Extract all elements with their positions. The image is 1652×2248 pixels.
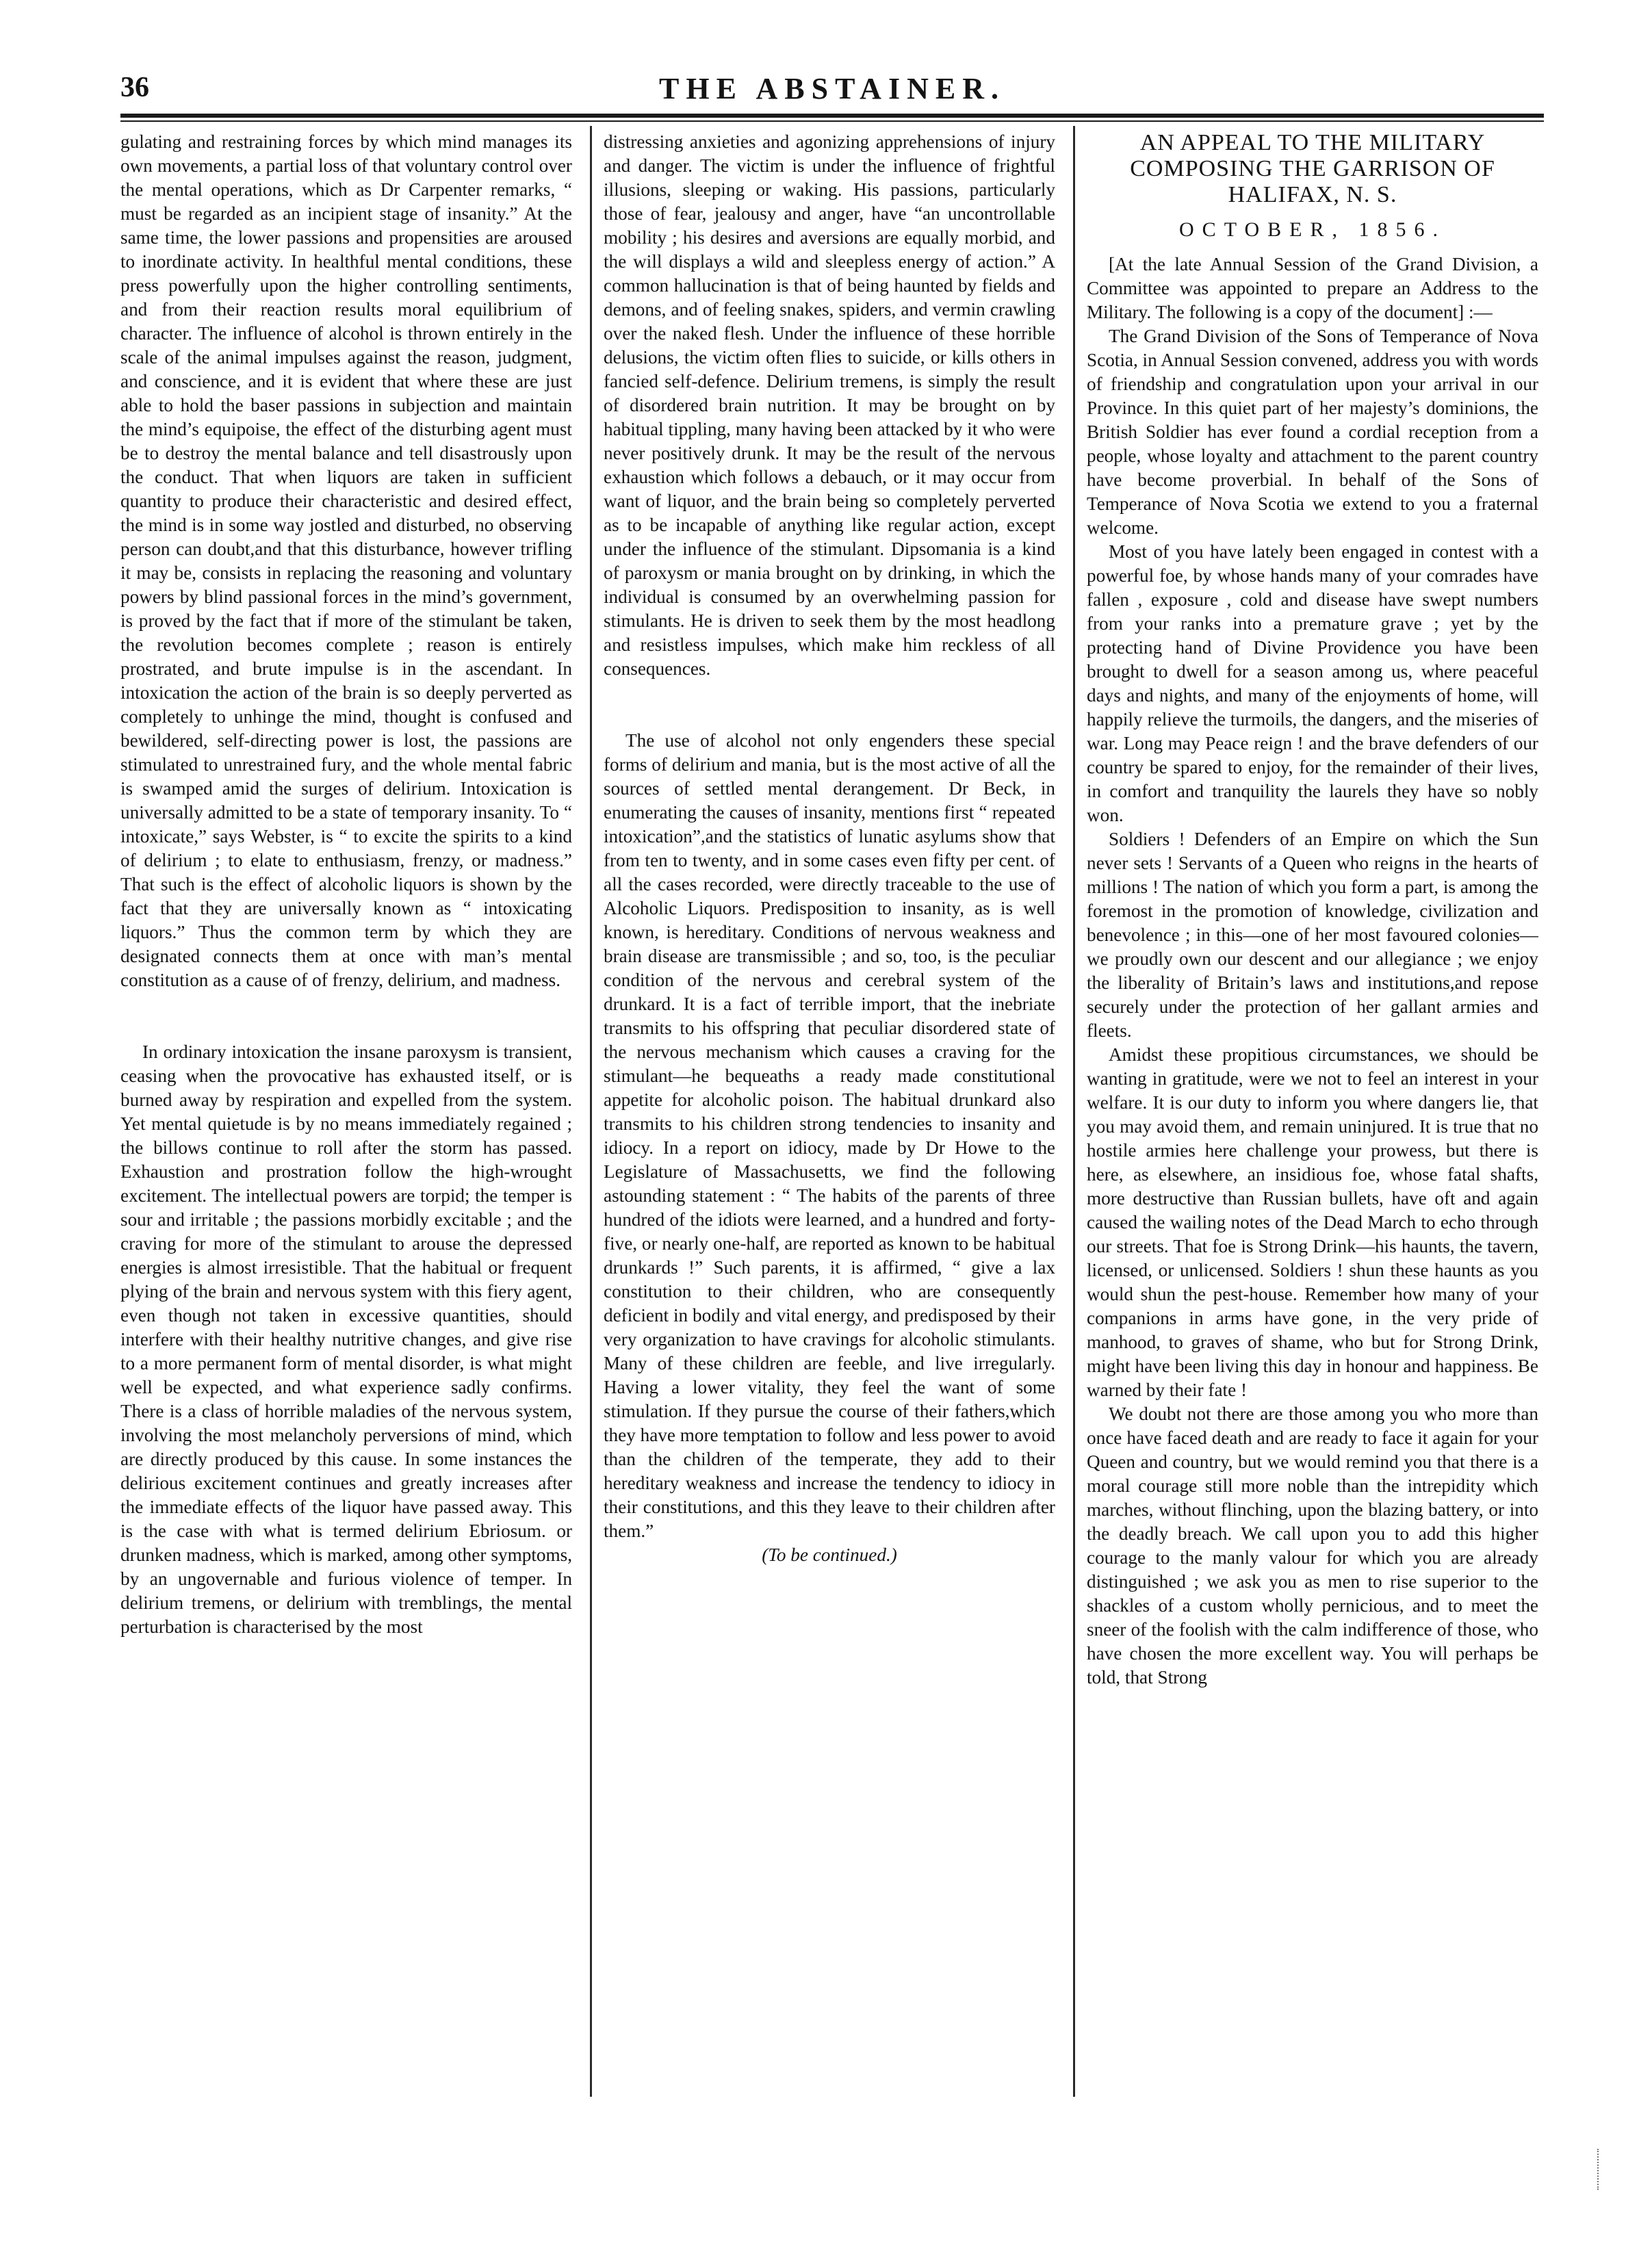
page-number: 36 <box>120 72 149 103</box>
header-rule-thin <box>120 120 1544 122</box>
article-title: AN APPEAL TO THE MILITARY COMPOSING THE GARRISON OF HALIFAX, N. S. <box>1130 130 1495 207</box>
to-be-continued: (To be continued.) <box>762 1545 897 1565</box>
column-divider-left <box>590 126 592 2097</box>
paragraph: gulating and restraining forces by which mind manages its own movements, a partial loss of that voluntary control over the mental operations, which as Dr Carpenter remarks, “ must be regarded as an incipient stage of insanity.” At the same time, the lower passions and propensities are aroused to inordinate activity. In healthful mental conditions, these press powerfully upon the higher controlling sentiments, and from their reaction results moral equilibrium of character. The influence of alcohol is thrown entirely in the scale of the animal impulses against the reason, judgment, and conscience, and it is evident that where these are just able to hold the baser passions in subjection and maintain the mind’s equipoise, the effect of the disturbing agent must be to destroy the mental balance and tell disastrously upon the conduct. That when liquors are taken in sufficient quantity to produce their characteristic and desired effect, the mind is in some way jostled and disturbed, no observing person can doubt,and that this disturbance, however trifling it may be, consists in replacing the reasoning and voluntary powers by blind passional forces in the mind’s government, is proved by the fact that if more of the stimulant be taken, the revolution becomes complete ; reason is entirely prostrated, and brute impulse is in the ascendant. In intoxication the action of the brain is so deeply perverted as completely to unhinge the mind, thought is confused and bewildered, self-directing power is lost, the passions are stimulated to unrestrained fury, and the whole mental fabric is swamped amid the surges of delirium. Intoxication is universally admitted to be a state of temporary insanity. To “ intoxicate,” says Webster, is “ to excite the spirits to a kind of delirium ; to elate to enthusiasm, frenzy, or madness.” That such is the effect of alcoholic liquors is shown by the fact that they are universally known as “ intoxicating liquors.” Thus the common term by which they are designated connects them at once with man’s mental constitution as a cause of of frenzy, delirium, and madness. <box>120 131 572 990</box>
paragraph: Soldiers ! Defenders of an Empire on which the Sun never sets ! Servants of a Queen who reigns in the hearts of millions ! The nation of which you form a part, is among the foremost in the promotion of knowledge, civilization and benevolence ; in this—one of her most favoured colonies—we proudly own our descent and our allegiance ; we enjoy the liberality of Britain’s laws and institutions,and repose securely under the protection of her gallant armies and fleets. <box>1087 829 1538 1041</box>
paragraph: Most of you have lately been engaged in contest with a powerful foe, by whose hands many of your comrades have fallen , exposure , cold and disease have swept numbers from your ranks into a premature grave ; yet by the protecting hand of Divine Providence you have been brought to dwell for a season among us, where peaceful days and nights, and many of the enjoyments of home, will happily relieve the turmoils, the dangers, and the miseries of war. Long may Peace reign ! and the brave defenders of our country be spared to enjoy, for the remainder of their lives, in comfort and tranquility the laurels they have so nobly won. <box>1087 541 1538 825</box>
page-header <box>120 71 1544 112</box>
paragraph: [At the late Annual Session of the Grand Division, a Committee was appointed to prepare an Address to the Military. The following is a copy of the document] :— <box>1087 254 1538 322</box>
paragraph: The Grand Division of the Sons of Temperance of Nova Scotia, in Annual Session convened, address you with words of friendship and congratulation upon your arrival in our Province. In this quiet part of her majesty’s dominions, the British Soldier has ever found a cordial reception from a people, whose loyalty and attachment to the parent country have become proverbial. In behalf of the Sons of Temperance of Nova Scotia we extend to you a fraternal welcome. <box>1087 326 1538 538</box>
article-date: OCTOBER, 1856. <box>1179 218 1446 241</box>
paragraph: In ordinary intoxication the insane paroxysm is transient, ceasing when the provocative has exhausted itself, or is burned away by respiration and expelled from the system. Yet mental quietude is by no means immediately regained ; the billows continue to roll after the storm has passed. Exhaustion and prostration follow the high-wrought excitement. The intellectual powers are torpid; the temper is sour and irritable ; the passions morbidly excitable ; and the craving for more of the stimulant to arouse the depressed energies is almost irresistible. That the habitual or frequent plying of the brain and nervous system with this fiery agent, even though not taken in excessive quantities, should interfere with their healthy nutritive changes, and give rise to a more permanent form of mental disorder, is what might well be expected, and what experience sadly confirms. There is a class of horrible maladies of the nervous system, involving the most melancholy perversions of mind, which are directly produced by this cause. In some instances the delirious excitement continues and greatly increases after the immediate effects of the liquor have passed away. This is the case with what is termed delirium Ebriosum. or drunken madness, which is marked, among other symptoms, by an ungovernable and furious violence of temper. In delirium tremens, or delirium with tremblings, the mental perturbation is characterised by the most <box>120 1042 572 1637</box>
paragraph: We doubt not there are those among you who more than once have faced death and are ready to face it again for your Queen and country, but we would remind you that there is a moral courage still more noble than the intrepidity which marches, without flinching, upon the blazing battery, or into the deadly breach. We call upon you to add this higher courage to the manly valour for which you are already distinguished ; we ask you as men to rise superior to the shackles of a custom wholly pernicious, and to meet the sneer of the foolish with the calm indifference of those, who have chosen the more excellent way. You will perhaps be told, that Strong <box>1087 1404 1538 1688</box>
paragraph: distressing anxieties and agonizing apprehensions of injury and danger. The victim is under the influence of frightful illusions, sleeping or waking. His passions, particularly those of fear, jealousy and anger, have “an uncontrollable mobility ; his desires and aversions are equally morbid, and the will displays a wild and sleepless energy of action.” A common hallucination is that of being haunted by fields and demons, and of feeling snakes, spiders, and vermin crawling over the naked flesh. Under the influence of these horrible delusions, the victim often flies to suicide, or kills others in fancied self-defence. Delirium tremens, is simply the result of disordered brain nutrition. It may be brought on by habitual tippling, many having been attacked by it who were never positively drunk. It may be the result of the nervous exhaustion which follows a debauch, or it may occur from want of liquor, and the brain being so completely perverted as to be incapable of anything like regular action, except under the influence of the stimulant. Dipsomania is a kind of paroxysm or mania brought on by drinking, in which the individual is consumed by an overwhelming passion for stimulants. He is driven to seek them by the most headlong and resistless impulses, which make him reckless of all consequences. <box>604 131 1055 679</box>
column-left <box>120 130 572 2101</box>
header-rule-thick <box>120 114 1544 118</box>
column-middle <box>604 130 1055 2101</box>
paragraph: The use of alcohol not only engenders these special forms of delirium and mania, but is the most active of all the sources of settled mental derangement. Dr Beck, in enumerating the causes of insanity, mentions first “ repeated intoxication”,and the statistics of lunatic asylums show that from ten to twenty, and in some cases even fifty per cent. of all the cases recorded, were directly traceable to the use of Alcoholic Liquors. Predisposition to insanity, as is well known, is hereditary. Conditions of nervous weakness and brain disease are transmissible ; and so, too, is the peculiar condition of the nervous and cerebral system of the drunkard. It is a fact of terrible import, that the inebriate transmits to his offspring that peculiar disordered state of the nervous mechanism which causes a craving for the stimulant—he bequeaths a ready made constitutional appetite for alcoholic poison. The habitual drunkard also transmits to his children strong tendencies to insanity and idiocy. In a report on idiocy, made by Dr Howe to the Legislature of Massachusetts, we find the following astounding statement : “ The habits of the parents of three hundred of the idiots were learned, and a hundred and forty-five, or nearly one-half, are reported as known to be habitual drunkards !” Such parents, it is affirmed, “ give a lax constitution to their children, who are consequently deficient in bodily and vital energy, and predisposed by their very organization to have cravings for alcoholic stimulants. Many of these children are feeble, and live irregularly. Having a lower vitality, they feel the want of some stimulation. If they pursue the course of their fathers,which they have more temptation to follow and less power to avoid than the children of the temperate, they add to their hereditary weakness and increase the tendency to idiocy in their constitutions, and this they leave to their children after them.” <box>604 730 1055 1541</box>
paragraph: Amidst these propitious circumstances, we should be wanting in gratitude, were we not to feel an interest in your welfare. It is our duty to inform you where dangers lie, that you may avoid them, and remain uninjured. It is true that no hostile armies here challenge your prowess, but there is here, as elsewhere, an insidious foe, whose fatal shafts, more destructive than Russian bullets, have oft and again caused the wailing notes of the Dead March to echo through our streets. That foe is Strong Drink—his haunts, the tavern, licensed, or unlicensed. Soldiers ! shun these haunts as you would shun the pest-house. Remember how many of your companions in arms have gone, in the very pride of manhood, to graves of shame, who but for Strong Drink, might have been living this day in honour and happiness. Be warned by their fate ! <box>1087 1044 1538 1400</box>
column-divider-right <box>1073 126 1075 2097</box>
column-right <box>1087 130 1538 2101</box>
running-title: THE ABSTAINER. <box>659 72 1005 105</box>
margin-speck <box>1597 2149 1611 2190</box>
